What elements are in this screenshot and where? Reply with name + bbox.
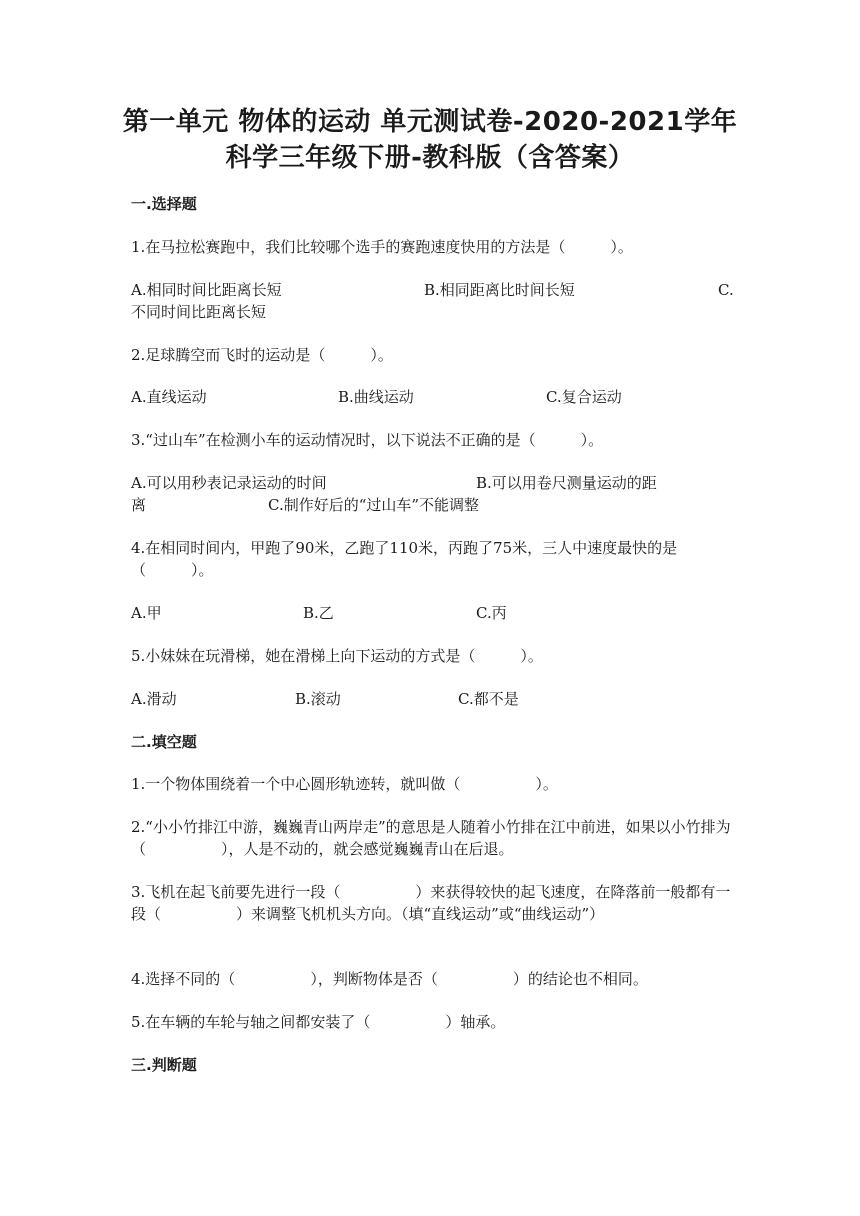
- choice-1-option-c-text: 不同时间比距离长短: [131, 303, 267, 321]
- fill-question-2: 2.“小小竹排江中游，巍巍青山两岸走”的意思是人随着小竹排在江中前进，如果以小竹排为（ ），人是不动的，就会感觉巍巍青山在后退。: [131, 818, 731, 858]
- choice-question-5: 5.小妹妹在玩滑梯，她在滑梯上向下运动的方式是（ ）。: [131, 647, 543, 665]
- choice-1-option-b: B.相同距离比时间长短: [424, 281, 575, 299]
- section-heading-fill: 二.填空题: [131, 733, 197, 751]
- choice-question-3: 3.“过山车”在检测小车的运动情况时，以下说法不正确的是（ ）。: [131, 431, 604, 449]
- choice-2-option-a: A.直线运动: [131, 388, 207, 406]
- choice-2-option-b: B.曲线运动: [338, 388, 414, 406]
- choice-5-option-a: A.滑动: [131, 690, 177, 708]
- choice-question-4: 4.在相同时间内，甲跑了90米，乙跑了110米，丙跑了75米，三人中速度最快的是（ ）。: [131, 539, 678, 579]
- choice-question-2: 2.足球腾空而飞时的运动是（ ）。: [131, 346, 393, 364]
- choice-question-1: 1.在马拉松赛跑中，我们比较哪个选手的赛跑速度快用的方法是（ ）。: [131, 238, 633, 256]
- choice-4-option-c: C.丙: [476, 604, 507, 622]
- choice-1-option-a: A.相同时间比距离长短: [131, 281, 282, 299]
- section-heading-choice: 一.选择题: [131, 195, 197, 213]
- choice-1-option-c-prefix: C.: [718, 281, 734, 299]
- title-line-1: 第一单元 物体的运动 单元测试卷-2020-2021学年: [122, 107, 738, 137]
- choice-5-option-c: C.都不是: [458, 690, 519, 708]
- fill-question-3: 3.飞机在起飞前要先进行一段（ ）来获得较快的起飞速度，在降落前一般都有一段（ ）来调整飞机机头方向。（填“直线运动”或“曲线运动”）: [131, 883, 731, 923]
- section-heading-judge: 三.判断题: [131, 1056, 197, 1074]
- choice-4-option-a: A.甲: [131, 604, 162, 622]
- choice-3-option-b-line1: B.可以用卷尺测量运动的距: [476, 474, 657, 492]
- fill-question-4: 4.选择不同的（ ），判断物体是否（ ）的结论也不相同。: [131, 970, 648, 988]
- choice-3-option-a: A.可以用秒表记录运动的时间: [131, 474, 327, 492]
- fill-question-1: 1.一个物体围绕着一个中心圆形轨迹转，就叫做（ ）。: [131, 775, 558, 793]
- choice-5-option-b: B.滚动: [295, 690, 341, 708]
- fill-question-5: 5.在车辆的车轮与轴之间都安装了（ ）轴承。: [131, 1013, 506, 1031]
- choice-2-option-c: C.复合运动: [546, 388, 622, 406]
- title-line-2: 科学三年级下册-教科版（含答案）: [225, 143, 635, 173]
- choice-3-option-c: C.制作好后的“过山车”不能调整: [268, 496, 480, 514]
- choice-4-option-b: B.乙: [303, 604, 334, 622]
- choice-3-option-b-line2: 离: [131, 496, 147, 514]
